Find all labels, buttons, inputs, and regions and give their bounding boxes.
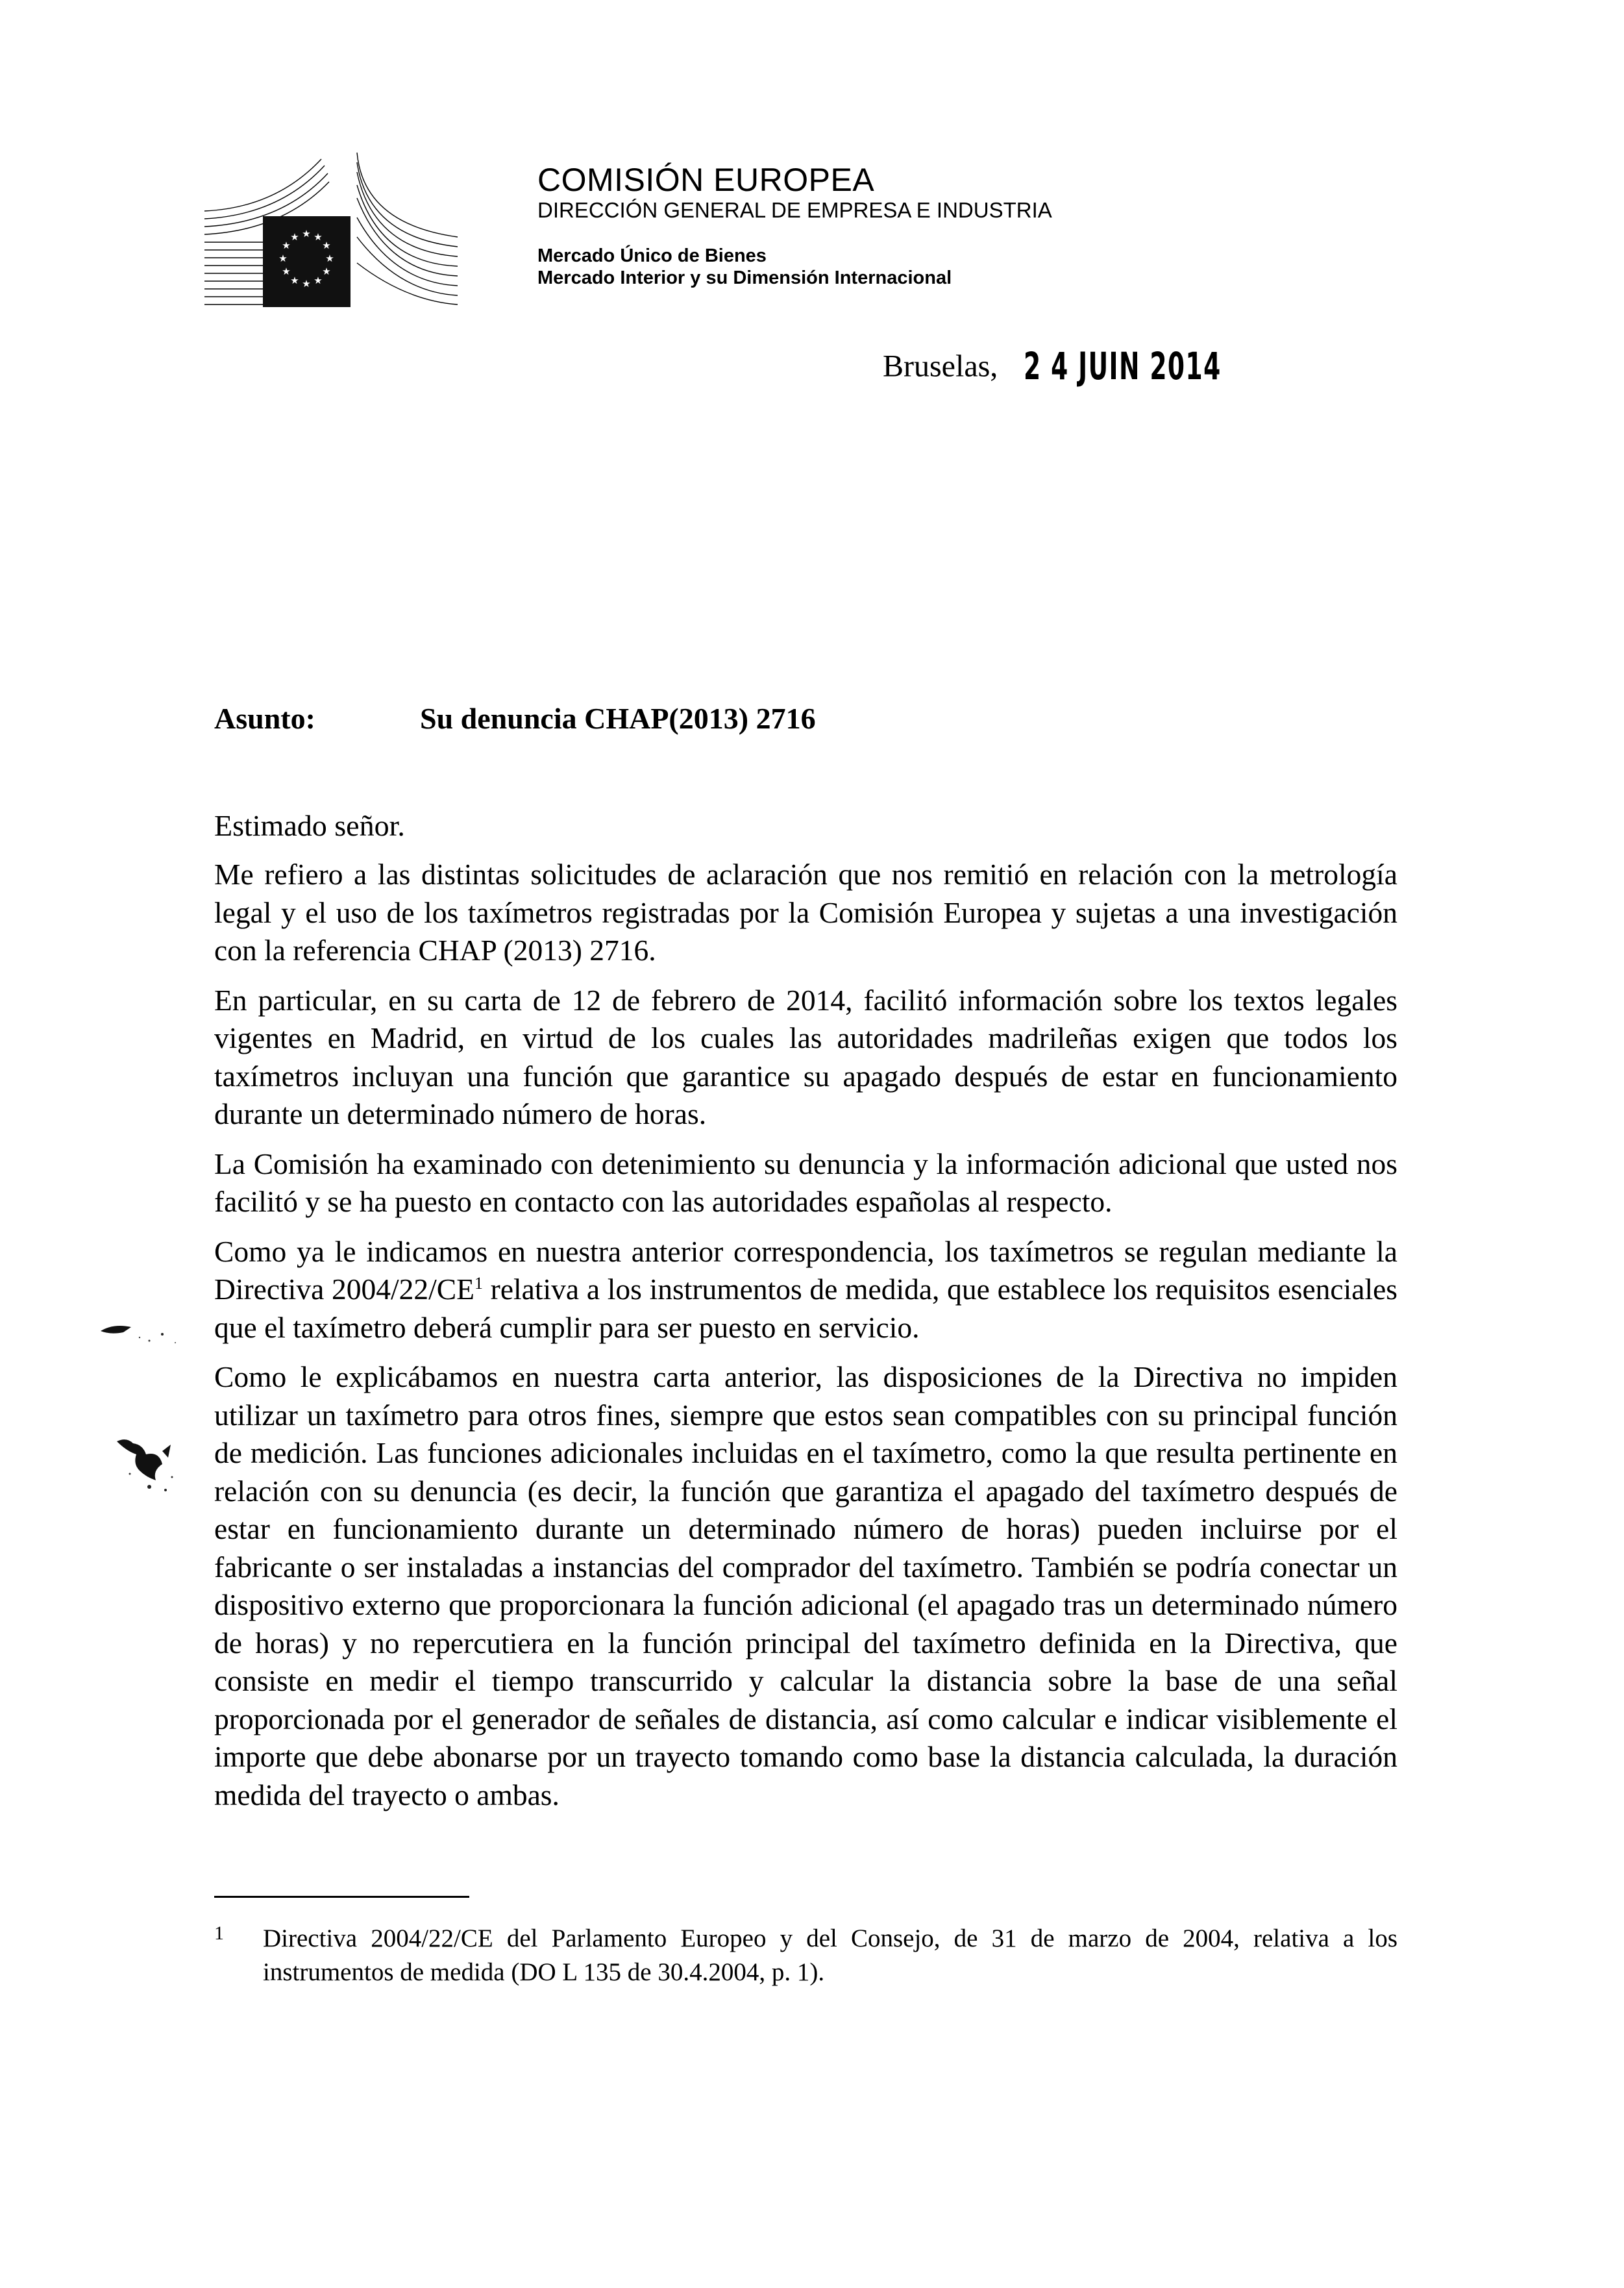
scan-speck-icon <box>114 1425 178 1497</box>
paragraph: Me refiero a las distintas solicitudes de aclaración que nos remitió en relación con la metrología legal y el uso de los taxímetros registradas por la Comisión Europea y sujetas a una investigación con la referencia CHAP (2013) 2716. <box>214 858 1397 967</box>
svg-text:★: ★ <box>290 231 299 243</box>
directorate-name: DIRECCIÓN GENERAL DE EMPRESA E INDUSTRIA <box>537 198 1052 222</box>
scan-speck-icon <box>97 1312 182 1350</box>
svg-text:★: ★ <box>282 266 291 277</box>
svg-text:★: ★ <box>278 253 288 264</box>
unit-line-2: Mercado Interior y su Dimensión Internacional <box>537 267 952 288</box>
svg-text:★: ★ <box>282 240 291 251</box>
paragraph: Como le explicábamos en nuestra carta anterior, las disposiciones de la Directiva no impiden utilizar un taxímetro para otros fines, siempre que estos sean compatibles con su principal función de medición. Las funciones adicionales incluidas en el taxímetro, como la que resulta pertinente en relación con su denuncia (es decir, la función que garantiza el apagado del taxímetro después de estar en funcionamiento durante un determinado número de horas) pueden incluirse por el fabricante o ser instaladas a instancias del comprador del taxímetro. También se podría conectar un dispositivo externo que proporcionara la función adicional (el apagado tras un determinado número de horas) y no repercutiera en la función principal del taxímetro definida en la Directiva, que consiste en medir el tiempo transcurrido y calcular la distancia sobre la base de una señal proporcionada por el generador de señales de distancia, así como calcular e indicar visiblemente el importe que debe abonarse por un trayecto tomando como base la distancia calculada, la duración medida del trayecto o ambas. <box>214 1360 1397 1811</box>
date-stamp: 2 4 JUIN 2014 <box>1024 344 1222 388</box>
unit-line-1: Mercado Único de Bienes <box>537 245 767 266</box>
letter-body <box>214 856 1397 1826</box>
paragraph: La Comisión ha examinado con detenimiento su denuncia y la información adicional que usted nos facilitó y se ha puesto en contacto con las autoridades españolas al respecto. <box>214 1147 1397 1218</box>
footnote-reference[interactable]: 1 <box>474 1273 483 1293</box>
svg-text:★: ★ <box>322 266 331 277</box>
paragraph <box>214 1233 1397 1347</box>
svg-text:★: ★ <box>302 278 311 290</box>
footnote-divider <box>214 1896 469 1898</box>
european-commission-logo-icon <box>198 146 510 308</box>
subject-label: Asunto: <box>214 702 315 735</box>
svg-text:★: ★ <box>314 231 323 243</box>
svg-text:★: ★ <box>325 253 334 264</box>
dateline <box>883 344 1298 388</box>
svg-text:★: ★ <box>322 240 331 251</box>
paragraph-text: relativa a los instrumentos de medida, que establece los requisitos esenciales que el taxímetro deberá cumplir para ser puesto en servicio. <box>214 1273 1397 1344</box>
paragraph-text: Como ya le indicamos en nuestra anterior correspondencia, los taxímetros se regulan mediante la Directiva 2004/22/CE <box>214 1234 1397 1306</box>
organization-name: COMISIÓN EUROPEA <box>537 162 875 198</box>
svg-text:★: ★ <box>302 228 311 240</box>
greeting: Estimado señor. <box>214 809 405 842</box>
footnote-number: 1 <box>214 1922 224 1944</box>
subject-text: Su denuncia CHAP(2013) 2716 <box>420 702 816 735</box>
subject-line <box>214 701 816 736</box>
date-place: Bruselas, <box>883 349 998 384</box>
svg-text:★: ★ <box>290 275 299 286</box>
footnote-text: Directiva 2004/22/CE del Parlamento Europeo y del Consejo, de 31 de marzo de 2004, relativa a los instrumentos de medida (DO L 135 de 30.4.2004, p. 1). <box>263 1924 1397 1986</box>
paragraph: En particular, en su carta de 12 de febrero de 2014, facilitó información sobre los textos legales vigentes en Madrid, en virtud de los cuales las autoridades madrileñas exigen que todos los taxímetros incluyan una función que garantice su apagado después de estar en funcionamiento durante un determinado número de horas. <box>214 983 1397 1130</box>
svg-text:★: ★ <box>314 275 323 286</box>
footnote <box>214 1922 1397 1989</box>
